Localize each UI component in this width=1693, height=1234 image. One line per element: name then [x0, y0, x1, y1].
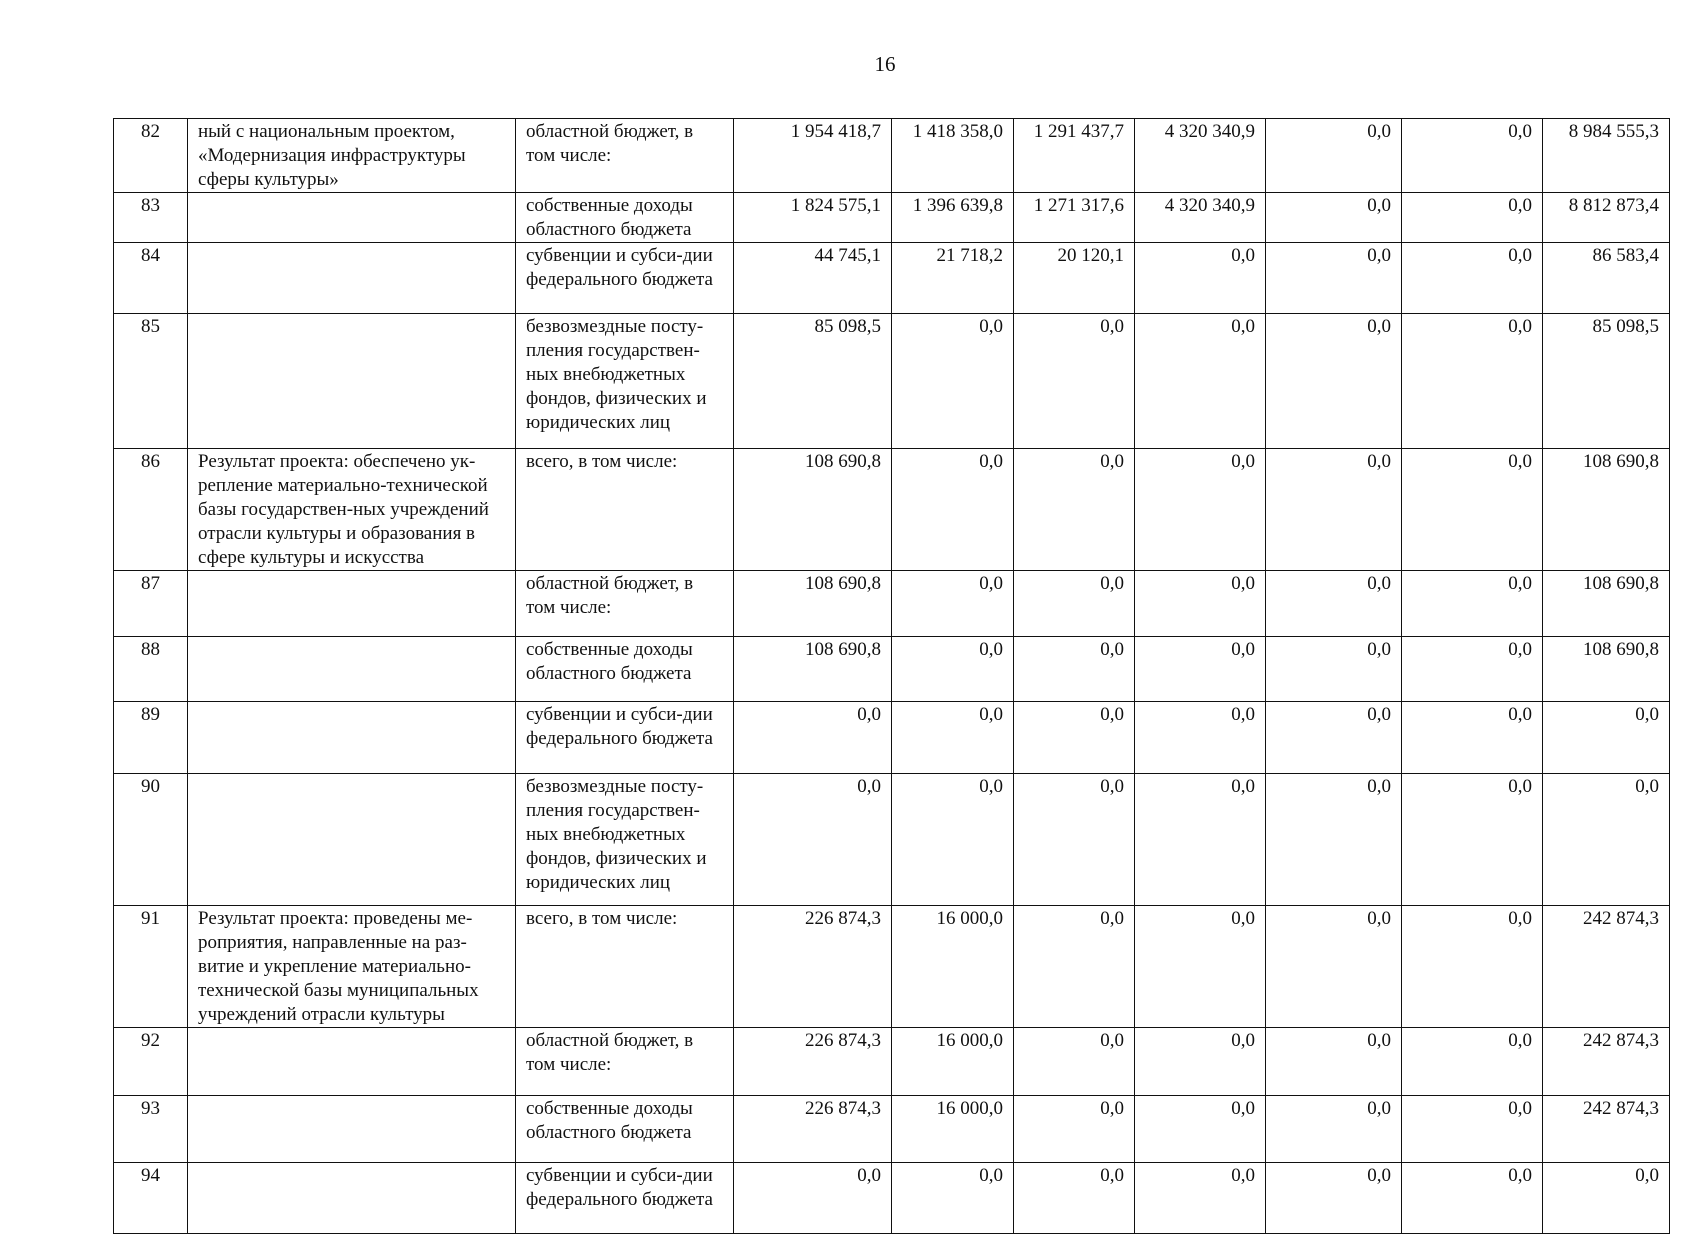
- total-cell: 242 874,3: [1543, 1028, 1670, 1096]
- table-row: [114, 314, 1670, 449]
- value-cell: 0,0: [1135, 702, 1266, 774]
- value-cell: 0,0: [1266, 1163, 1402, 1234]
- value-cell: 0,0: [1402, 243, 1543, 314]
- value-cell: 0,0: [892, 774, 1014, 906]
- value-cell: 0,0: [1402, 774, 1543, 906]
- value-cell: 0,0: [1266, 906, 1402, 1028]
- funding-source: собственные доходы областного бюджета: [516, 1096, 734, 1163]
- value-cell: 0,0: [734, 1163, 892, 1234]
- funding-source: всего, в том числе:: [516, 906, 734, 1028]
- value-cell: 0,0: [1014, 702, 1135, 774]
- project-description: ный с национальным проектом, «Модернизация инфраструктуры сферы культуры»: [188, 119, 516, 193]
- table-row: [114, 243, 1670, 314]
- total-cell: 0,0: [1543, 1163, 1670, 1234]
- value-cell: 0,0: [1135, 449, 1266, 571]
- table-row: [114, 1096, 1670, 1163]
- row-number: 93: [114, 1096, 188, 1163]
- page-number: 16: [874, 52, 896, 76]
- value-cell: 0,0: [1266, 571, 1402, 637]
- value-cell: 0,0: [1135, 774, 1266, 906]
- table-row: [114, 906, 1670, 1028]
- value-cell: 226 874,3: [734, 906, 892, 1028]
- value-cell: 0,0: [892, 571, 1014, 637]
- total-cell: 8 984 555,3: [1543, 119, 1670, 193]
- value-cell: 16 000,0: [892, 1096, 1014, 1163]
- value-cell: 16 000,0: [892, 906, 1014, 1028]
- project-description: Результат проекта: обеспечено ук-репление материально-технической базы государствен-ных учреждений отрасли культуры и образования в сфере культуры и искусства: [188, 449, 516, 571]
- value-cell: 0,0: [1266, 774, 1402, 906]
- total-cell: 108 690,8: [1543, 449, 1670, 571]
- project-description-cont: [188, 1096, 516, 1163]
- project-description-cont: [188, 1028, 516, 1096]
- project-description-cont: [188, 637, 516, 702]
- row-number: 86: [114, 449, 188, 571]
- table-row: [114, 637, 1670, 702]
- table-row: [114, 1163, 1670, 1234]
- value-cell: 0,0: [1402, 906, 1543, 1028]
- value-cell: 1 418 358,0: [892, 119, 1014, 193]
- value-cell: 0,0: [1266, 637, 1402, 702]
- row-number: 89: [114, 702, 188, 774]
- table-row: [114, 702, 1670, 774]
- total-cell: 0,0: [1543, 774, 1670, 906]
- value-cell: 108 690,8: [734, 571, 892, 637]
- value-cell: 0,0: [1014, 449, 1135, 571]
- value-cell: 4 320 340,9: [1135, 193, 1266, 243]
- value-cell: 0,0: [1402, 571, 1543, 637]
- total-cell: 8 812 873,4: [1543, 193, 1670, 243]
- row-number: 94: [114, 1163, 188, 1234]
- value-cell: 0,0: [734, 774, 892, 906]
- value-cell: 1 824 575,1: [734, 193, 892, 243]
- value-cell: 0,0: [1135, 1096, 1266, 1163]
- funding-source: областной бюджет, в том числе:: [516, 119, 734, 193]
- value-cell: 0,0: [1135, 906, 1266, 1028]
- value-cell: 0,0: [1014, 1096, 1135, 1163]
- project-description: Результат проекта: проведены ме-роприятия, направленные на раз-витие и укрепление материально-технической базы муниципальных учреждений отрасли культуры: [188, 906, 516, 1028]
- funding-source: собственные доходы областного бюджета: [516, 193, 734, 243]
- value-cell: 0,0: [1402, 119, 1543, 193]
- value-cell: 4 320 340,9: [1135, 119, 1266, 193]
- value-cell: 1 396 639,8: [892, 193, 1014, 243]
- table-row: [114, 774, 1670, 906]
- value-cell: 21 718,2: [892, 243, 1014, 314]
- row-number: 91: [114, 906, 188, 1028]
- table-row: [114, 119, 1670, 193]
- project-description-cont: [188, 1163, 516, 1234]
- funding-source: субвенции и субси-дии федерального бюджета: [516, 702, 734, 774]
- value-cell: 0,0: [1402, 1028, 1543, 1096]
- row-number: 88: [114, 637, 188, 702]
- value-cell: 16 000,0: [892, 1028, 1014, 1096]
- row-number: 82: [114, 119, 188, 193]
- row-number: 92: [114, 1028, 188, 1096]
- value-cell: 226 874,3: [734, 1096, 892, 1163]
- value-cell: 0,0: [1266, 449, 1402, 571]
- value-cell: 0,0: [734, 702, 892, 774]
- value-cell: 44 745,1: [734, 243, 892, 314]
- value-cell: 0,0: [1014, 637, 1135, 702]
- project-description-cont: [188, 774, 516, 906]
- value-cell: 85 098,5: [734, 314, 892, 449]
- budget-table: [113, 118, 1670, 1234]
- table-row: [114, 571, 1670, 637]
- project-description-cont: [188, 702, 516, 774]
- project-description-cont: [188, 314, 516, 449]
- value-cell: 108 690,8: [734, 637, 892, 702]
- funding-source: собственные доходы областного бюджета: [516, 637, 734, 702]
- value-cell: 20 120,1: [1014, 243, 1135, 314]
- row-number: 90: [114, 774, 188, 906]
- value-cell: 0,0: [1266, 193, 1402, 243]
- project-description-cont: [188, 571, 516, 637]
- value-cell: 0,0: [1402, 449, 1543, 571]
- total-cell: 242 874,3: [1543, 906, 1670, 1028]
- value-cell: 0,0: [1266, 314, 1402, 449]
- funding-source: безвозмездные посту-пления государствен-ных внебюджетных фондов, физических и юридических лиц: [516, 314, 734, 449]
- value-cell: 0,0: [1135, 637, 1266, 702]
- value-cell: 0,0: [1135, 314, 1266, 449]
- value-cell: 1 291 437,7: [1014, 119, 1135, 193]
- value-cell: 0,0: [1402, 1096, 1543, 1163]
- table-row: [114, 449, 1670, 571]
- row-number: 83: [114, 193, 188, 243]
- value-cell: 0,0: [892, 637, 1014, 702]
- funding-source: областной бюджет, в том числе:: [516, 571, 734, 637]
- row-number: 85: [114, 314, 188, 449]
- value-cell: 0,0: [1402, 637, 1543, 702]
- total-cell: 85 098,5: [1543, 314, 1670, 449]
- funding-source: областной бюджет, в том числе:: [516, 1028, 734, 1096]
- table-row: [114, 193, 1670, 243]
- value-cell: 0,0: [892, 1163, 1014, 1234]
- value-cell: 0,0: [1266, 243, 1402, 314]
- value-cell: 0,0: [892, 449, 1014, 571]
- value-cell: 0,0: [1014, 314, 1135, 449]
- value-cell: 0,0: [1135, 1028, 1266, 1096]
- value-cell: 0,0: [1266, 119, 1402, 193]
- value-cell: 226 874,3: [734, 1028, 892, 1096]
- value-cell: 0,0: [1135, 243, 1266, 314]
- table-row: [114, 1028, 1670, 1096]
- value-cell: 0,0: [1014, 1163, 1135, 1234]
- funding-source: всего, в том числе:: [516, 449, 734, 571]
- value-cell: 0,0: [1266, 702, 1402, 774]
- total-cell: 0,0: [1543, 702, 1670, 774]
- value-cell: 0,0: [1402, 702, 1543, 774]
- value-cell: 0,0: [1014, 571, 1135, 637]
- value-cell: 0,0: [1266, 1028, 1402, 1096]
- total-cell: 108 690,8: [1543, 637, 1670, 702]
- value-cell: 1 271 317,6: [1014, 193, 1135, 243]
- project-description-cont: [188, 193, 516, 243]
- value-cell: 0,0: [1402, 193, 1543, 243]
- value-cell: 108 690,8: [734, 449, 892, 571]
- value-cell: 0,0: [1014, 906, 1135, 1028]
- value-cell: 0,0: [1402, 314, 1543, 449]
- value-cell: 0,0: [1135, 1163, 1266, 1234]
- row-number: 87: [114, 571, 188, 637]
- value-cell: 0,0: [1014, 774, 1135, 906]
- funding-source: субвенции и субси-дии федерального бюджета: [516, 243, 734, 314]
- value-cell: 1 954 418,7: [734, 119, 892, 193]
- value-cell: 0,0: [1014, 1028, 1135, 1096]
- total-cell: 242 874,3: [1543, 1096, 1670, 1163]
- value-cell: 0,0: [892, 702, 1014, 774]
- value-cell: 0,0: [1266, 1096, 1402, 1163]
- value-cell: 0,0: [1135, 571, 1266, 637]
- funding-source: безвозмездные посту-пления государствен-ных внебюджетных фондов, физических и юридических лиц: [516, 774, 734, 906]
- row-number: 84: [114, 243, 188, 314]
- total-cell: 86 583,4: [1543, 243, 1670, 314]
- value-cell: 0,0: [892, 314, 1014, 449]
- value-cell: 0,0: [1402, 1163, 1543, 1234]
- total-cell: 108 690,8: [1543, 571, 1670, 637]
- funding-source: субвенции и субси-дии федерального бюджета: [516, 1163, 734, 1234]
- project-description-cont: [188, 243, 516, 314]
